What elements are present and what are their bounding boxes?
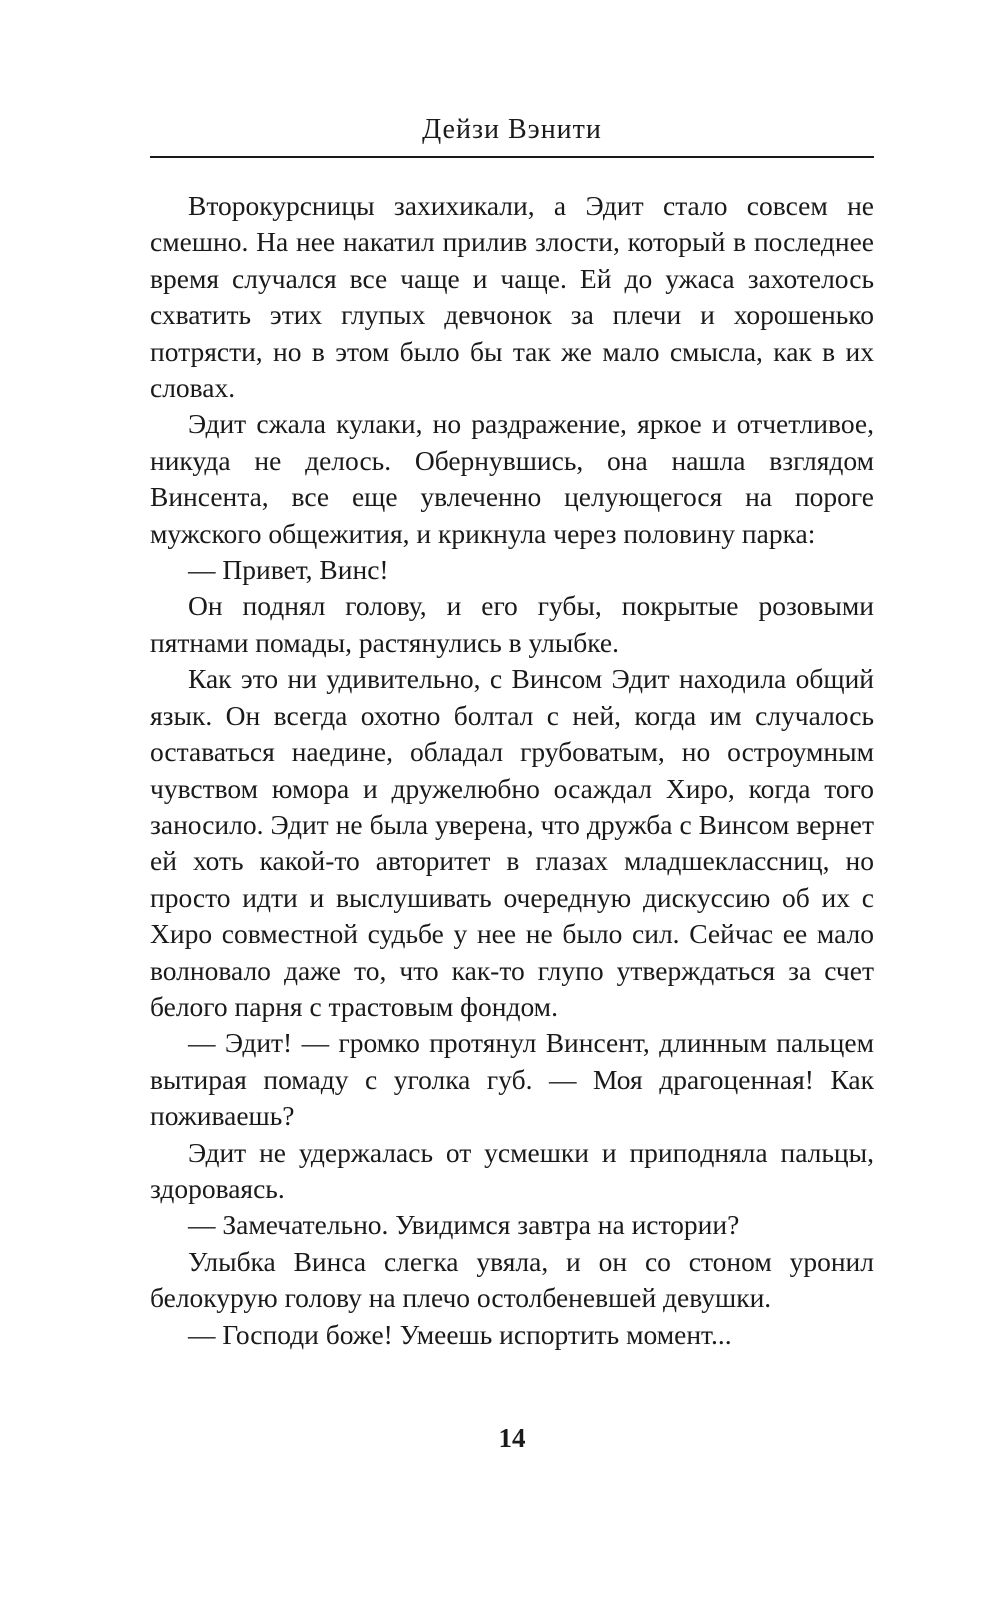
running-head-author: Дейзи Вэнити xyxy=(422,114,602,145)
dialogue-line: — Эдит! — громко протянул Винсент, длинным пальцем вытирая помаду с уголка губ. — Моя драгоценная! Как поживаешь? xyxy=(150,1027,874,1132)
paragraph: Эдит сжала кулаки, но раздражение, яркое и отчетливое, никуда не делось. Обернувшись, она нашла взглядом Винсента, все еще увлеченно целующегося на пороге мужского общежития, и крикнула через половину парка: xyxy=(150,408,874,549)
dialogue-line: — Привет, Винс! xyxy=(188,554,389,586)
paragraph: Эдит не удержалась от усмешки и приподняла пальцы, здороваясь. xyxy=(150,1136,874,1204)
body-text xyxy=(150,188,874,1353)
paragraph: Как это ни удивительно, с Винсом Эдит находила общий язык. Он всегда охотно болтал с ней, когда им случалось оставаться наедине, обладал грубоватым, но остроумным чувством юмора и дружелюбно осаждал Хиро, когда того заносило. Эдит не была уверена, что дружба с Винсом вернет ей хоть какой-то авторитет в глазах младшеклассниц, но просто идти и выслушивать очередную дискуссию об их с Хиро совместной судьбе у нее не было сил. Сейчас ее мало волновало даже то, что как-то глупо утверждаться за счет белого парня с трастовым фондом. xyxy=(150,663,874,1022)
paragraph: Улыбка Винса слегка увяла, и он со стоном уронил белокурую голову на плечо остолбеневшей девушки. xyxy=(150,1245,874,1314)
dialogue-line: — Господи боже! Умеешь испортить момент... xyxy=(188,1318,732,1350)
page-number: 14 xyxy=(498,1423,526,1453)
paragraph: Второкурсницы захихикали, а Эдит стало совсем не смешно. На нее накатил прилив злости, который в последнее время случался все чаще и чаще. Ей до ужаса захотелось схватить этих глупых девчонок за плечи и хорошенько потрясти, но в этом было бы так же мало смысла, как в их словах. xyxy=(150,190,874,404)
dialogue-line: — Замечательно. Увидимся завтра на истории? xyxy=(188,1209,740,1241)
paragraph: Он поднял голову, и его губы, покрытые розовыми пятнами помады, растянулись в улыбке. xyxy=(150,590,874,658)
header-rule xyxy=(150,156,874,158)
